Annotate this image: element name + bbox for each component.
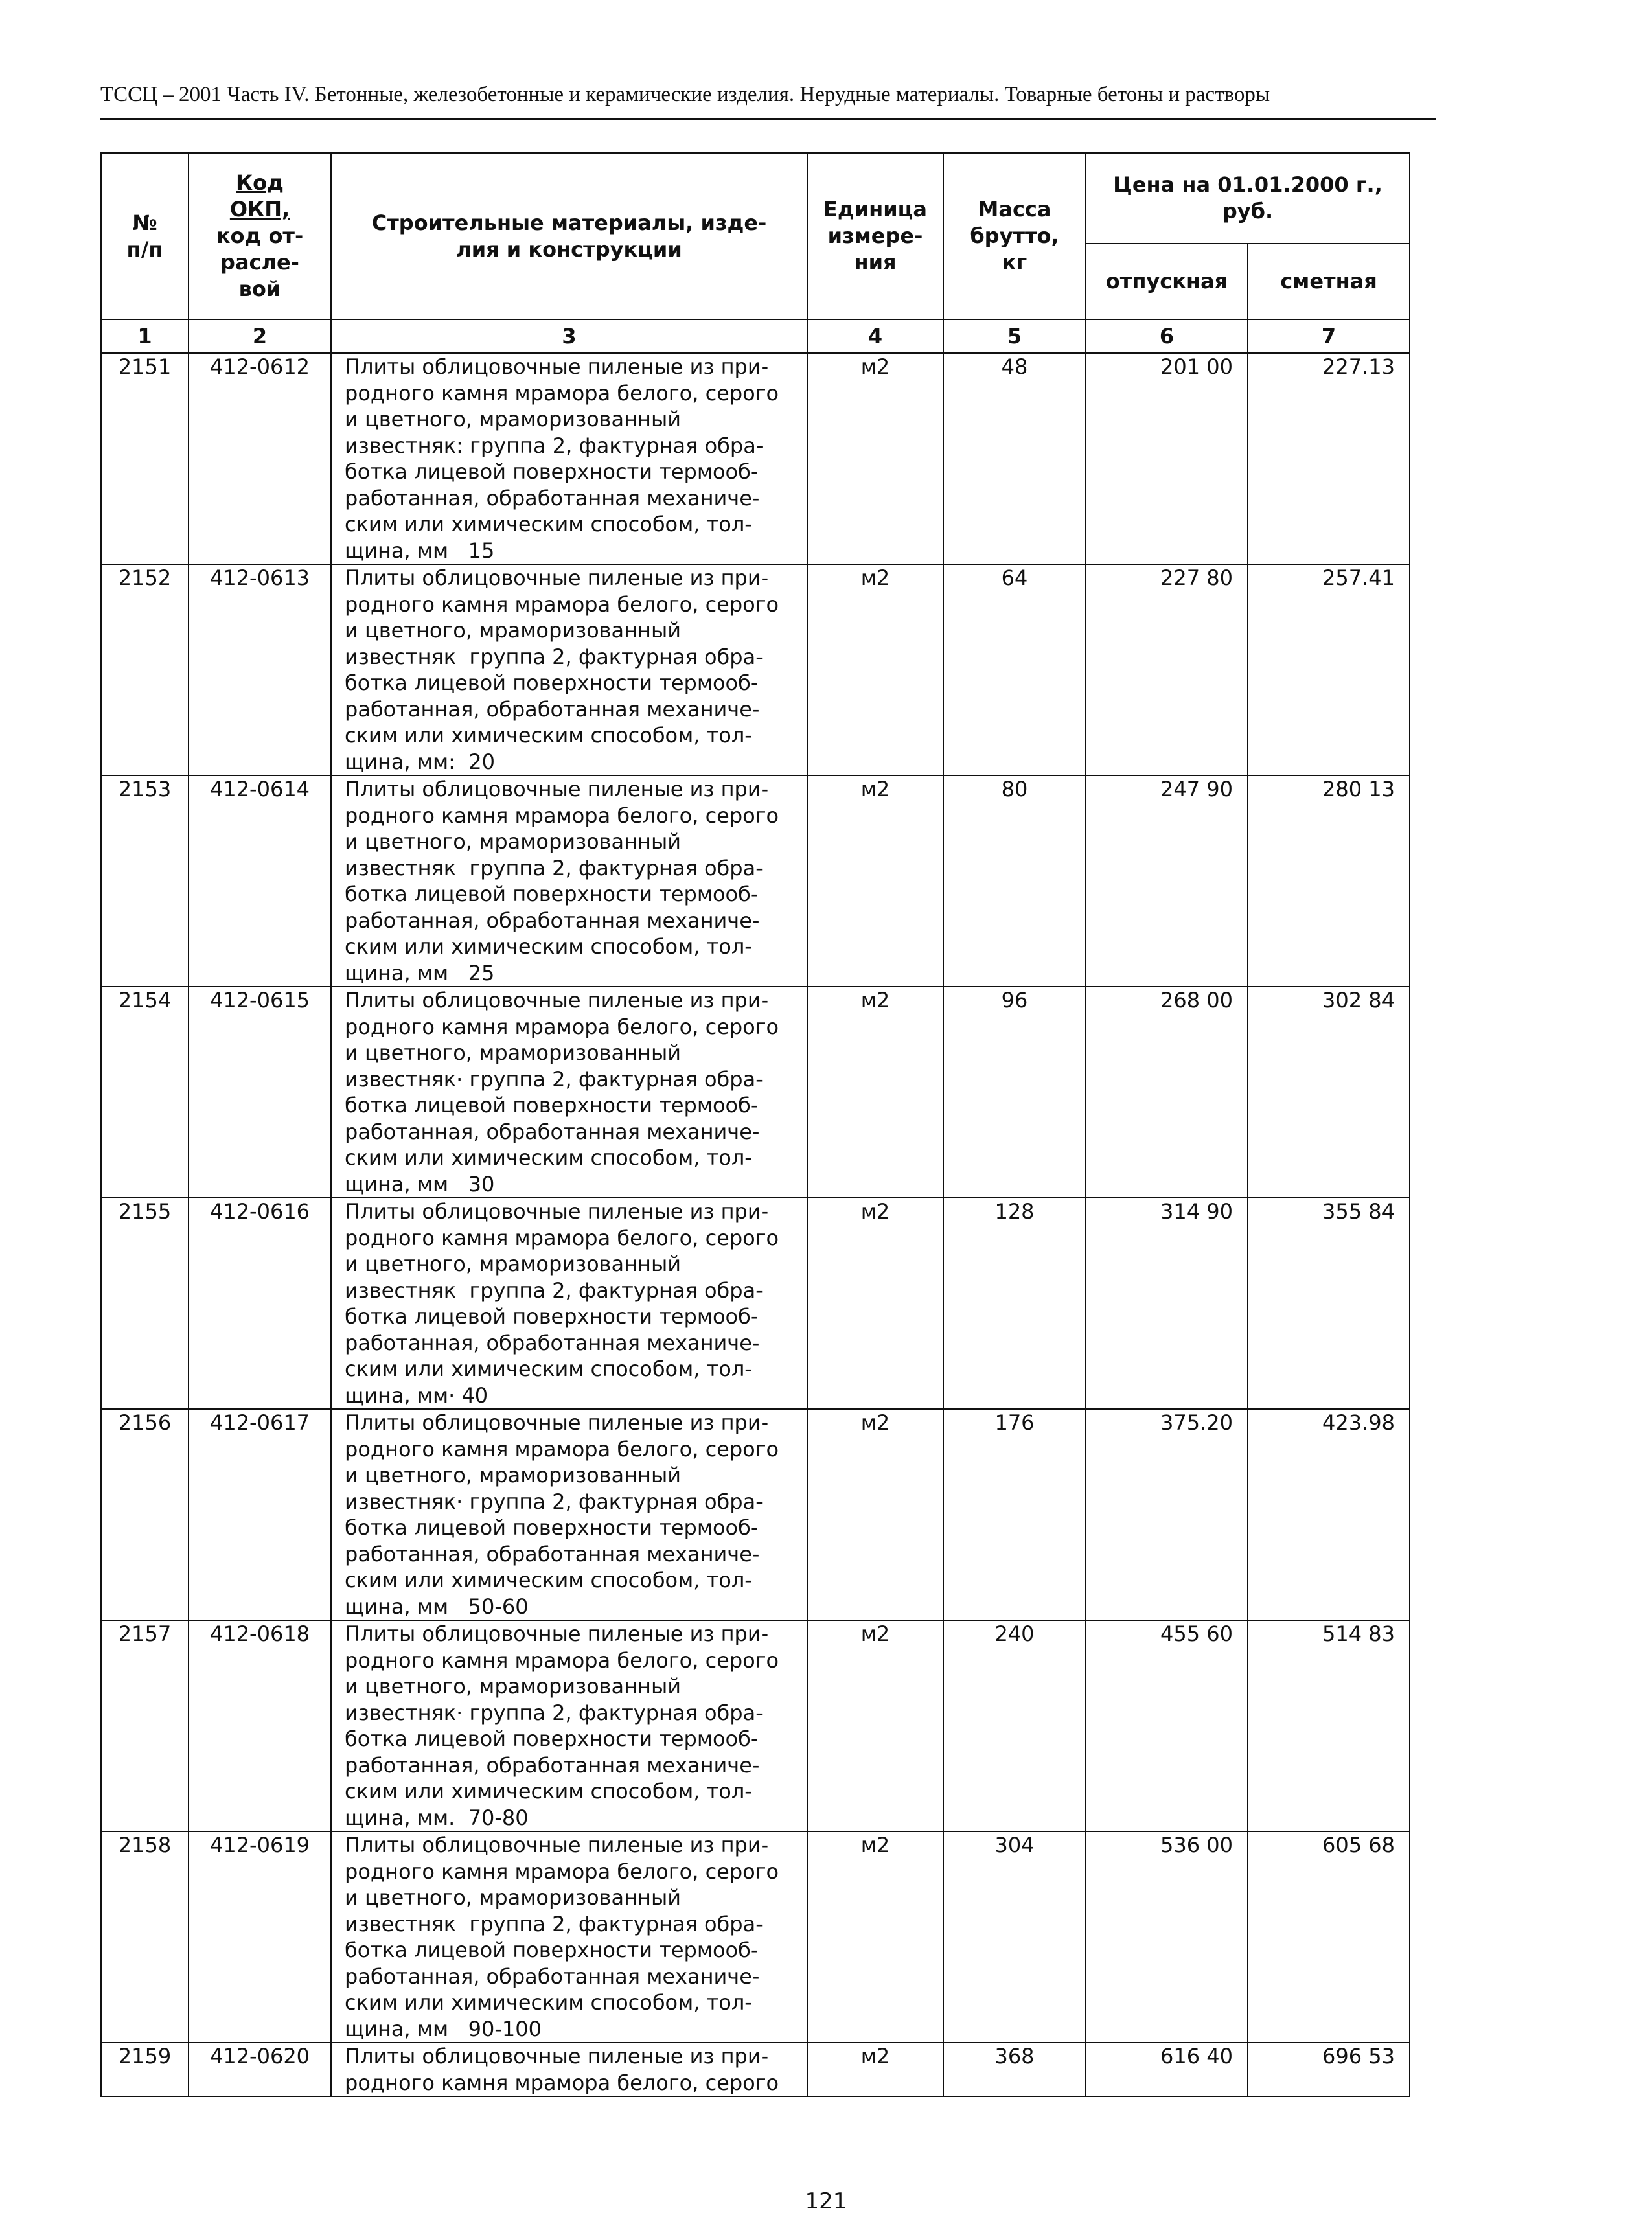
release-price: 227 80 [1086,564,1248,775]
header-unit-line: Единица [823,197,927,222]
gross-mass: 64 [943,564,1086,775]
table-row [101,564,1410,775]
description-line: Плиты облицовочные пиленые из при- [345,566,769,590]
header-price: отпускная [1086,244,1248,319]
okp-code: 412-0617 [189,1409,331,1620]
row-number: 2153 [101,775,189,987]
release-price: 375.20 [1086,1409,1248,1620]
description-line: щина, мм 50-60 [345,1594,529,1619]
header-price-group-line: Цена на 01.01.2000 г., [1113,172,1382,197]
release-price: 314 90 [1086,1198,1248,1409]
description-line: ским или химическим способом, тол- [345,1779,752,1804]
description-line: родного камня мрамора белого, серого [345,591,779,617]
header-no-line: п/п [126,236,163,262]
description-line: щина, мм 90-100 [345,2016,542,2041]
description-line: ским или химическим способом, тол- [345,723,752,748]
header-code-line: расле- [220,250,299,275]
header-code [189,153,331,319]
header-code-line: вой [238,277,281,301]
column-number: 5 [943,319,1086,353]
table-body [101,353,1410,2096]
description-line: щина, мм: 20 [345,749,495,774]
unit-of-measure: м2 [807,1198,943,1409]
description-line: работанная, обработанная механиче- [345,1119,760,1144]
description-line: работанная, обработанная механиче- [345,1752,760,1778]
description-line: родного камня мрамора белого, серого [345,2070,779,2095]
description-line: ботка лицевой поверхности термооб- [345,1093,759,1118]
description-line: щина, мм. 70-80 [345,1805,529,1830]
unit-of-measure: м2 [807,2043,943,2096]
description-line: ботка лицевой поверхности термооб- [345,671,759,695]
estimate-price: 696 53 [1248,2043,1410,2096]
description-line: известняк группа 2, фактурная обра- [345,1278,763,1303]
table-row [101,1198,1410,1409]
description-line: и цветного, мраморизованный [345,407,682,431]
header-rule [100,118,1436,120]
header-row-1 [101,153,1410,244]
description-line: родного камня мрамора белого, серого [345,803,779,828]
description-line: ботка лицевой поверхности термооб- [345,882,759,906]
header-desc-line: лия и конструкции [456,236,682,262]
material-description [331,1409,807,1620]
okp-code: 412-0618 [189,1620,331,1831]
header-code-line: код от- [216,224,304,248]
material-description [331,2043,807,2096]
description-line: Плиты облицовочные пиленые из при- [345,1410,769,1435]
material-description [331,564,807,775]
gross-mass: 176 [943,1409,1086,1620]
gross-mass: 80 [943,775,1086,987]
unit-of-measure: м2 [807,1409,943,1620]
description-line: ским или химическим способом, тол- [345,1357,752,1381]
table-row [101,1409,1410,1620]
description-line: ским или химическим способом, тол- [345,934,752,959]
release-price: 536 00 [1086,1831,1248,2043]
okp-code: 412-0612 [189,353,331,564]
description-line: известняк группа 2, фактурная обра- [345,855,763,880]
unit-of-measure: м2 [807,564,943,775]
description-line: работанная, обработанная механиче- [345,696,760,722]
running-header-title: ТССЦ – 2001 Часть IV. Бетонные, железобетонные и керамические изделия. Нерудные материалы. Товарные бетоны и растворы [100,83,1270,106]
description-line: работанная, обработанная механиче- [345,1541,760,1566]
description-line: щина, мм· 40 [345,1382,488,1408]
estimate-price: 355 84 [1248,1198,1410,1409]
description-line: Плиты облицовочные пиленые из при- [345,1833,769,1857]
gross-mass: 128 [943,1198,1086,1409]
estimate-price: 302 84 [1248,987,1410,1198]
description-line: Плиты облицовочные пиленые из при- [345,988,769,1013]
description-line: Плиты облицовочные пиленые из при- [345,2044,769,2069]
description-line: работанная, обработанная механиче- [345,908,760,933]
description-line: ботка лицевой поверхности термооб- [345,1938,759,1962]
estimate-price: 257.41 [1248,564,1410,775]
description-line: и цветного, мраморизованный [345,618,682,643]
description-line: Плиты облицовочные пиленые из при- [345,354,769,379]
header-unit-line: измере- [827,224,923,248]
row-number: 2154 [101,987,189,1198]
description-line: известняк: группа 2, фактурная обра- [345,433,764,458]
header-mass-line: Масса [978,197,1051,222]
okp-code: 412-0614 [189,775,331,987]
material-description [331,1831,807,2043]
description-line: и цветного, мраморизованный [345,829,682,854]
description-line: родного камня мрамора белого, серого [345,1436,779,1462]
description-line: ским или химическим способом, тол- [345,512,752,536]
description-line: и цветного, мраморизованный [345,1885,682,1910]
row-number: 2151 [101,353,189,564]
description-line: родного камня мрамора белого, серого [345,1225,779,1250]
description-line: ботка лицевой поверхности термооб- [345,1304,759,1329]
okp-code: 412-0613 [189,564,331,775]
column-number: 3 [331,319,807,353]
okp-code: 412-0615 [189,987,331,1198]
description-line: родного камня мрамора белого, серого [345,380,779,406]
description-line: ботка лицевой поверхности термооб- [345,1515,759,1540]
row-number: 2158 [101,1831,189,2043]
header-estimate: сметная [1248,244,1410,319]
gross-mass: 304 [943,1831,1086,2043]
table-row [101,1620,1410,1831]
okp-code: 412-0619 [189,1831,331,2043]
description-line: ским или химическим способом, тол- [345,1145,752,1170]
page-number: 121 [805,2188,847,2214]
estimate-price: 514 83 [1248,1620,1410,1831]
unit-of-measure: м2 [807,1831,943,2043]
release-price: 616 40 [1086,2043,1248,2096]
header-no-line: № [132,210,157,235]
description-line: известняк группа 2, фактурная обра- [345,644,763,669]
row-number: 2156 [101,1409,189,1620]
header-unit [807,153,943,319]
material-description [331,775,807,987]
estimate-price: 227.13 [1248,353,1410,564]
material-description [331,1198,807,1409]
description-line: Плиты облицовочные пиленые из при- [345,777,769,801]
okp-code: 412-0620 [189,2043,331,2096]
description-line: родного камня мрамора белого, серого [345,1647,779,1673]
row-number: 2155 [101,1198,189,1409]
table-row [101,2043,1410,2096]
release-price: 455 60 [1086,1620,1248,1831]
description-line: ским или химическим способом, тол- [345,1990,752,2015]
description-line: известняк группа 2, фактурная обра- [345,1911,763,1936]
estimate-price: 423.98 [1248,1409,1410,1620]
description-line: родного камня мрамора белого, серого [345,1014,779,1039]
material-description [331,1620,807,1831]
description-line: известняк· группа 2, фактурная обра- [345,1489,763,1514]
column-number: 2 [189,319,331,353]
material-description [331,987,807,1198]
column-number: 6 [1086,319,1248,353]
table-row [101,353,1410,564]
description-line: и цветного, мраморизованный [345,1674,682,1699]
gross-mass: 48 [943,353,1086,564]
row-number: 2152 [101,564,189,775]
table-row [101,1831,1410,2043]
description-line: работанная, обработанная механиче- [345,1330,760,1355]
description-line: и цветного, мраморизованный [345,1252,682,1276]
description-line: Плиты облицовочные пиленые из при- [345,1622,769,1646]
header-mass [943,153,1086,319]
description-line: работанная, обработанная механиче- [345,1964,760,1989]
header-description [331,153,807,319]
column-number-row [101,319,1410,353]
header-mass-line: брутто, [970,224,1059,248]
description-line: Плиты облицовочные пиленые из при- [345,1199,769,1224]
column-number: 7 [1248,319,1410,353]
release-price: 268 00 [1086,987,1248,1198]
description-line: и цветного, мраморизованный [345,1040,682,1065]
row-number: 2159 [101,2043,189,2096]
unit-of-measure: м2 [807,987,943,1198]
column-number: 1 [101,319,189,353]
unit-of-measure: м2 [807,1620,943,1831]
gross-mass: 96 [943,987,1086,1198]
description-line: работанная, обработанная механиче- [345,485,760,510]
header-desc-line: Строительные материалы, изде- [371,210,767,235]
header-price-group [1086,153,1410,244]
gross-mass: 368 [943,2043,1086,2096]
description-line: щина, мм 15 [345,538,495,563]
table-row [101,987,1410,1198]
description-line: и цветного, мраморизованный [345,1463,682,1487]
unit-of-measure: м2 [807,353,943,564]
row-number: 2157 [101,1620,189,1831]
description-line: щина, мм 25 [345,960,495,985]
unit-of-measure: м2 [807,775,943,987]
header-mass-line: кг [1002,250,1027,275]
material-description [331,353,807,564]
price-table [100,152,1410,2097]
description-line: ским или химическим способом, тол- [345,1568,752,1592]
table-row [101,775,1410,987]
release-price: 247 90 [1086,775,1248,987]
header-code-line: ОКП, [229,197,290,222]
estimate-price: 280 13 [1248,775,1410,987]
okp-code: 412-0616 [189,1198,331,1409]
description-line: известняк· группа 2, фактурная обра- [345,1066,763,1092]
header-no [101,153,189,319]
header-price-group-line: руб. [1222,199,1274,224]
release-price: 201 00 [1086,353,1248,564]
header-code-line: Код [236,170,284,195]
gross-mass: 240 [943,1620,1086,1831]
estimate-price: 605 68 [1248,1831,1410,2043]
description-line: ботка лицевой поверхности термооб- [345,1726,759,1751]
description-line: щина, мм 30 [345,1171,495,1197]
description-line: ботка лицевой поверхности термооб- [345,459,759,484]
description-line: известняк· группа 2, фактурная обра- [345,1700,763,1725]
header-unit-line: ния [854,250,897,275]
description-line: родного камня мрамора белого, серого [345,1859,779,1884]
column-number: 4 [807,319,943,353]
